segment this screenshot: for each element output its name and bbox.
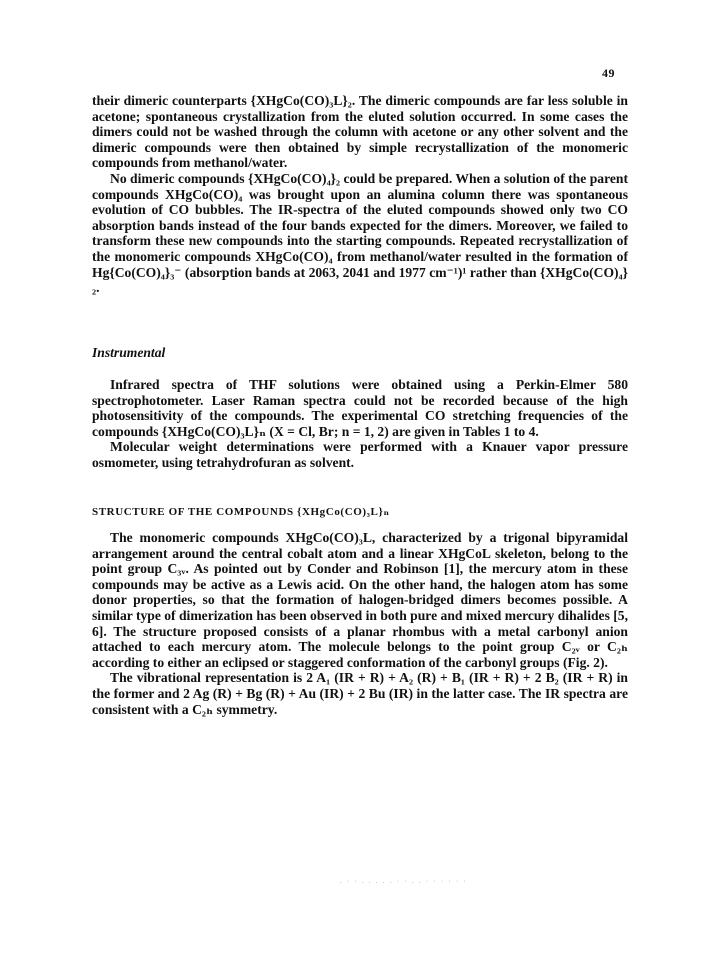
paragraph-vibrational: The vibrational representation is 2 A₁ (IR + R) + A₂ (R) + B₁ (IR + R) + 2 B₂ (IR + R) in the former and 2 Ag (R) + Bg (R) + Au (IR) + 2 Bu (IR) in the latter case. The IR spectra are consistent with a C₂ₕ symmetry. <box>92 670 628 717</box>
section-structure <box>92 530 628 717</box>
paragraph-monomeric: The monomeric compounds XHgCo(CO)₃L, characterized by a trigonal bipyramidal arrangement around the central cobalt atom and a linear XHgCoL skeleton, belong to the point group C₃ᵥ. As pointed out by Conder and Robinson [1], the mercury atom in these compounds may be active as a Lewis acid. On the other hand, the halogen atom has some donor properties, so that the formation of halogen-bridged dimers becomes possible. A similar type of dimerization has been observed in both pure and mixed mercury dihalides [5, 6]. The structure proposed consists of a planar rhombus with a metal carbonyl anion attached to each mercury atom. The molecule belongs to the point group C₂ᵥ or C₂ₕ according to either an eclipsed or staggered conformation of the carbonyl groups (Fig. 2). <box>92 530 628 670</box>
page-number: 49 <box>602 66 615 80</box>
paragraph-molecular-weight: Molecular weight determinations were performed with a Knauer vapor pressure osmometer, using tetrahydrofuran as solvent. <box>92 439 628 470</box>
heading-instrumental: Instrumental <box>92 345 166 360</box>
paragraph-dimeric-counterparts: their dimeric counterparts {XHgCo(CO)₃L}₂. The dimeric compounds are far less soluble in acetone; spontaneous crystallization from the eluted solution occurred. In some cases the dimers could not be washed through the column with acetone or any other solvent and the dimeric compounds were then obtained by simple recrystallization of the monomeric compounds from methanol/water. <box>92 93 628 171</box>
section-intro <box>92 93 628 296</box>
heading-structure: STRUCTURE OF THE COMPOUNDS {XHgCo(CO)₃L}ₙ <box>92 506 390 518</box>
paragraph-infrared: Infrared spectra of THF solutions were obtained using a Perkin-Elmer 580 spectrophotometer. Laser Raman spectra could not be recorded because of the high photosensitivity of the compounds. The experimental CO stretching frequencies of the compounds {XHgCo(CO)₃L}ₙ (X = Cl, Br; n = 1, 2) are given in Tables 1 to 4. <box>92 377 628 439</box>
section-instrumental <box>92 377 628 471</box>
scan-artifact: . · · . . . . . · · . . · · · · · · <box>340 879 468 885</box>
paragraph-no-dimeric: No dimeric compounds {XHgCo(CO)₄}₂ could be prepared. When a solution of the parent compounds XHgCo(CO)₄ was brought upon an alumina column there was spontaneous evolution of CO bubbles. The IR-spectra of the eluted compounds showed only two CO absorption bands instead of the four bands expected for the dimers. Moreover, we failed to transform these new compounds into the starting compounds. Repeated recrystallization of the monomeric compounds XHgCo(CO)₄ from methanol/water resulted in the formation of Hg{Co(CO)₄}₃⁻ (absorption bands at 2063, 2041 and 1977 cm⁻¹)¹ rather than {XHgCo(CO)₄}₂. <box>92 170 628 296</box>
